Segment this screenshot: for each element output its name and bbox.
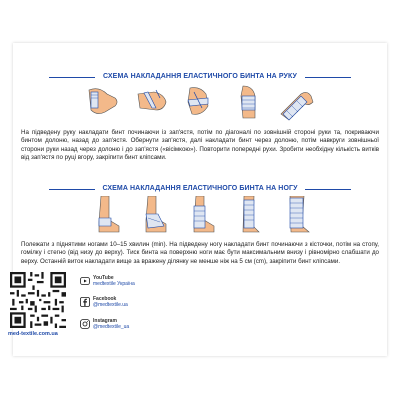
arm-step-1-illustration — [85, 84, 121, 122]
instagram-icon — [80, 319, 90, 329]
arm-instructions: На підведену руку накладати бинт починаючи із зап'ястя, потім по діагоналі по зовнішній стороні руки та, покриваючи бинтом долоню, назад до зап'ястя. Обернути зап'ястя, далі накладати бинт через долоню, потім навкруги зовнішньої сторони руки назад через долоню і до зап'ястя («вісімкою»). Повторити попередні рухи. Зробити необхідну кількість витків від зап'ястя по руці вгору, закріпити бинт кліпсами. — [21, 129, 379, 162]
social-handle: medtextile Україна — [93, 281, 135, 287]
social-handle: @medtextile_ua — [93, 324, 130, 330]
social-instagram[interactable] — [80, 318, 129, 330]
leg-instructions: Полежати з піднятими ногами 10–15 хвилин (min). На підведену ногу накладати бинт починаючи з кісточки, потім на стопу, гомілку і стегно (від низу до верху). Тиск бинта на поверхню ноги має бути максимальним внизу і рівномірно слабшати до верху. Останній виток накладати вище за вражену ділянку не менше ніж на 5 см (cm), закріпити бинт кліпсами. — [21, 241, 379, 265]
leg-illustrations — [85, 195, 315, 235]
qr-code[interactable] — [10, 272, 66, 328]
leg-step-1-illustration — [85, 196, 121, 234]
arm-step-3-illustration — [182, 84, 218, 122]
website-link[interactable]: med-textile.com.ua — [8, 331, 58, 337]
leg-step-2-illustration — [134, 196, 170, 234]
arm-step-5-illustration — [279, 84, 315, 122]
facebook-icon — [80, 297, 90, 307]
social-name: Facebook — [93, 296, 117, 302]
social-youtube[interactable] — [80, 275, 135, 287]
youtube-icon — [80, 276, 90, 286]
leg-step-4-illustration — [231, 196, 267, 234]
social-handle: @medtextile.ua — [93, 302, 128, 308]
leg-step-5-illustration — [279, 196, 315, 234]
leg-step-3-illustration — [182, 196, 218, 234]
arm-step-4-illustration — [231, 84, 267, 122]
arm-section-title: СХЕМА НАКЛАДАННЯ ЕЛАСТИЧНОГО БИНТА НА РУКУ — [103, 73, 297, 80]
arm-step-2-illustration — [134, 84, 170, 122]
social-name: Instagram — [93, 318, 117, 324]
leg-section-title: СХЕМА НАКЛАДАННЯ ЕЛАСТИЧНОГО БИНТА НА НОГУ — [102, 185, 298, 192]
social-name: YouTube — [93, 275, 114, 281]
social-facebook[interactable] — [80, 296, 128, 308]
instruction-sheet — [13, 43, 387, 356]
arm-illustrations — [85, 83, 315, 123]
